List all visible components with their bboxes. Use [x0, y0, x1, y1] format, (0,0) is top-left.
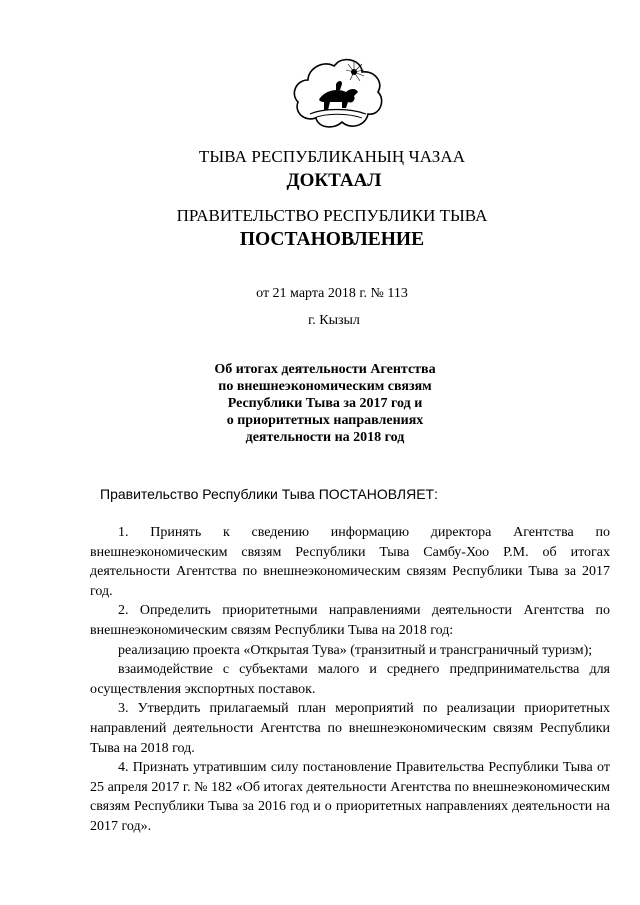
document-date-number: от 21 марта 2018 г. № 113 — [256, 286, 408, 301]
paragraph-2: 2. Определить приоритетными направлениями деятельности Агентства по внешнеэкономическим связям Республики Тыва на 2018 год: — [90, 603, 610, 638]
document-title — [0, 361, 640, 446]
document-city: г. Кызыл — [308, 313, 360, 328]
document-body — [90, 484, 610, 837]
coat-of-arms-emblem — [290, 58, 386, 130]
title-line: Об итогах деятельности Агентства — [214, 362, 436, 377]
tuvan-document-type: ДОКТААЛ — [286, 170, 382, 191]
russian-government-name: ПРАВИТЕЛЬСТВО РЕСПУБЛИКИ ТЫВА — [176, 206, 488, 225]
paragraph-4: 4. Признать утратившим силу постановление Правительства Республики Тыва от 25 апреля 2017 г. № 182 «Об итогах деятельности Агентства по внешнеэкономическим связям Республики Тыва за 2016 год и о приоритетных направлениях деятельности на 2017 год». — [90, 760, 610, 834]
title-line: по внешнеэкономическим связям — [218, 379, 432, 394]
tuvan-government-name: ТЫВА РЕСПУБЛИКАНЫҢ ЧАЗАА — [198, 147, 466, 166]
russian-document-type: ПОСТАНОВЛЕНИЕ — [239, 229, 425, 250]
paragraph-3: 3. Утвердить прилагаемый план мероприятий по реализации приоритетных направлений деятельности Агентства по внешнеэкономическим связям Республики Тыва на 2018 год. — [90, 701, 610, 756]
paragraph-2-item-1: реализацию проекта «Открытая Тува» (транзитный и трансграничный туризм); — [118, 642, 593, 658]
resolution-intro: Правительство Республики Тыва ПОСТАНОВЛЯЕТ: — [100, 486, 438, 502]
title-line: о приоритетных направлениях — [226, 413, 424, 428]
paragraph-1: 1. Принять к сведению информацию директора Агентства по внешнеэкономическим связям Республики Тыва Самбу-Хоо Р.М. об итогах деятельности Агентства по внешнеэкономическим связям Республики Тыва за 2017 год. — [90, 525, 610, 599]
title-line: Республики Тыва за 2017 год и — [227, 396, 423, 411]
title-line: деятельности на 2018 год — [245, 430, 405, 445]
paragraph-2-item-2: взаимодействие с субъектами малого и среднего предпринимательства для осуществления экспортных поставок. — [90, 662, 610, 697]
